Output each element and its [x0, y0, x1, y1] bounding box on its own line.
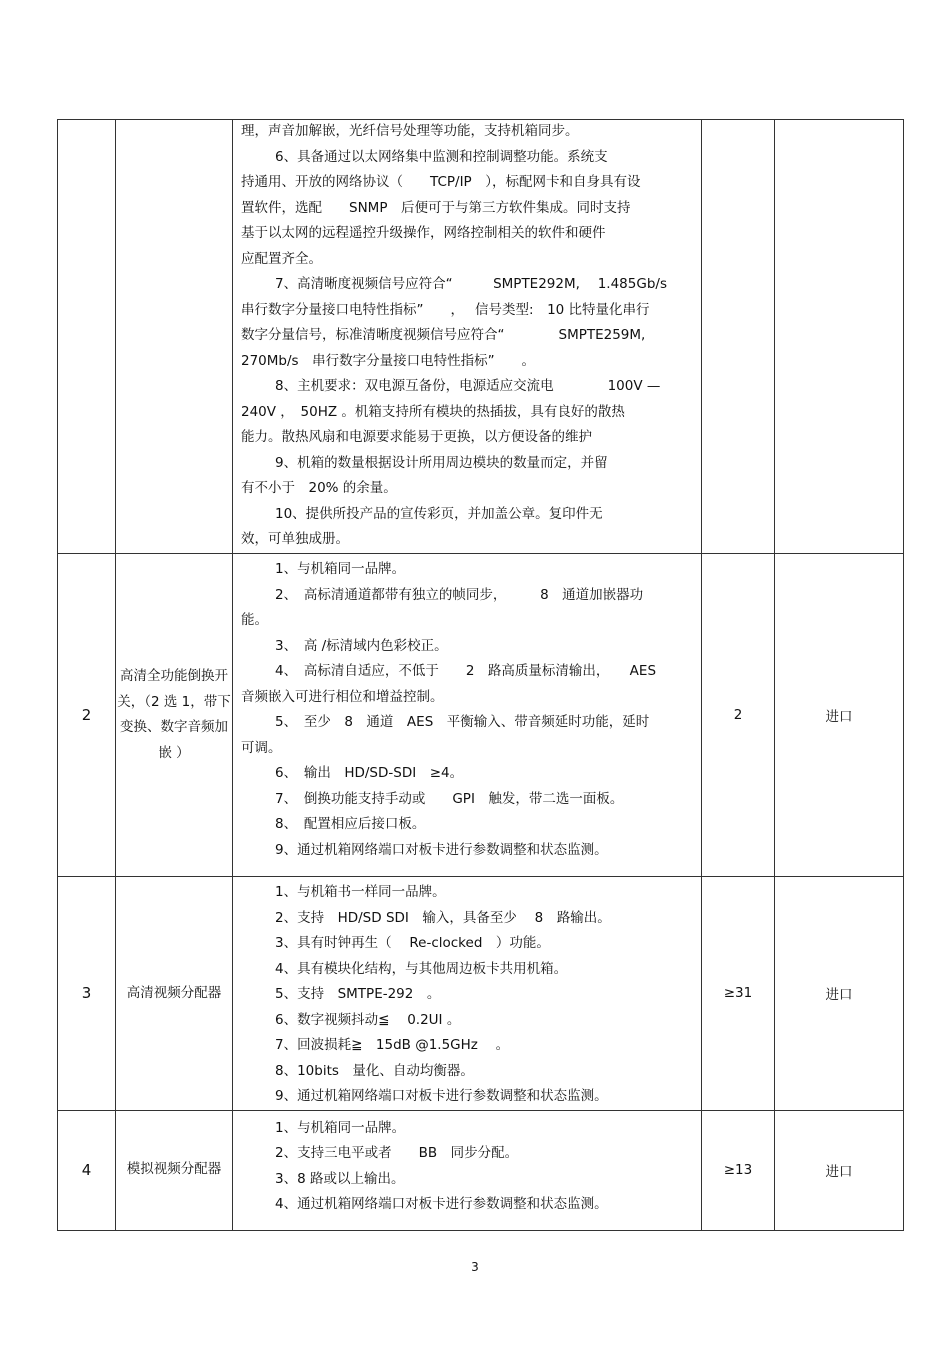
spec-table [57, 119, 904, 1231]
desc-line: 串行数字分量接口电特性指标” ， 信号类型: 10 比特量化串行 [241, 301, 650, 318]
desc-line: 持通用、开放的网络协议（ TCP/IP ），标配网卡和自身具有设 [241, 174, 641, 190]
item-name: 高清视频分配器 [116, 877, 233, 1111]
desc-line: 3、 高 /标清域内色彩校正。 [275, 637, 448, 654]
table-row [58, 1110, 904, 1230]
desc-line: 有不小于 20% 的余量。 [241, 480, 397, 496]
item-quantity: 2 [702, 554, 775, 877]
desc-line: 理，声音加解嵌，光纤信号处理等功能，支持机箱同步。 [241, 123, 579, 139]
desc-line: 应配置齐全。 [241, 250, 322, 267]
desc-line: 7、 倒换功能支持手动或 GPI 触发，带二选一面板。 [275, 790, 624, 807]
desc-line: 置软件，选配 SNMP 后便可于与第三方软件集成。同时支持 [241, 199, 631, 216]
desc-line: 6、数字视频抖动≦ 0.2UI 。 [275, 1011, 461, 1028]
desc-line: 基于以太网的远程遥控升级操作，网络控制相关的软件和硬件 [241, 225, 606, 241]
table-row [58, 877, 904, 1111]
desc-line: 2、支持 HD/SD SDI 输入，具备至少 8 路输出。 [275, 909, 611, 926]
desc-line: 6、 输出 HD/SD-SDI ≥4。 [275, 765, 464, 781]
desc-line: 3、8 路或以上输出。 [275, 1170, 405, 1187]
item-origin: 进口 [775, 554, 904, 877]
item-number: 4 [58, 1110, 116, 1230]
desc-line: 10、提供所投产品的宣传彩页，并加盖公章。复印件无 [275, 505, 603, 522]
desc-line: 可调。 [241, 739, 282, 756]
item-number: 2 [58, 554, 116, 877]
desc-line: 1、与机箱同一品牌。 [275, 561, 406, 577]
item-description [233, 1110, 702, 1230]
desc-line: 效，可单独成册。 [241, 531, 349, 547]
item-quantity [702, 120, 775, 554]
desc-line: 270Mb/s 串行数字分量接口电特性指标” 。 [241, 352, 536, 369]
item-number [58, 120, 116, 554]
desc-line: 1、与机箱同一品牌。 [275, 1119, 406, 1136]
desc-line: 8、主机要求：双电源互备份，电源适应交流电 100V — [275, 378, 661, 394]
item-quantity: ≥31 [702, 877, 775, 1111]
desc-line: 9、通过机箱网络端口对板卡进行参数调整和状态监测。 [275, 1088, 608, 1104]
desc-line: 8、 配置相应后接口板。 [275, 816, 426, 832]
desc-line: 2、 高标清通道都带有独立的帧同步， 8 通道加嵌器功 [275, 586, 644, 603]
page-number: 3 [471, 1260, 479, 1274]
item-description [233, 877, 702, 1111]
item-description [233, 120, 702, 554]
desc-line: 能。 [241, 612, 268, 628]
desc-line: 7、高清晰度视频信号应符合“ SMPTE292M, 1.485Gb/s [275, 276, 667, 292]
desc-line: 2、支持三电平或者 BB 同步分配。 [275, 1145, 519, 1161]
item-quantity: ≥13 [702, 1110, 775, 1230]
desc-line: 5、支持 SMTPE-292 。 [275, 986, 441, 1002]
desc-line: 能力。散热风扇和电源要求能易于更换，以方便设备的维护 [241, 429, 592, 445]
desc-line: 4、 高标清自适应，不低于 2 路高质量标清输出， AES [275, 663, 657, 679]
item-description [233, 554, 702, 877]
item-origin: 进口 [775, 877, 904, 1111]
item-name [116, 120, 233, 554]
desc-line: 9、通过机箱网络端口对板卡进行参数调整和状态监测。 [275, 841, 608, 858]
desc-line: 4、通过机箱网络端口对板卡进行参数调整和状态监测。 [275, 1196, 608, 1212]
desc-line: 5、 至少 8 通道 AES 平衡输入、带音频延时功能，延时 [275, 714, 650, 730]
desc-line: 音频嵌入可进行相位和增益控制。 [241, 688, 444, 705]
table-row [58, 554, 904, 877]
desc-line: 数字分量信号，标准清晰度视频信号应符合“ SMPTE259M, [241, 327, 646, 343]
item-name: 高清全功能倒换开关，（2 选 1，带下变换、数字音频加嵌 ） [116, 554, 233, 877]
item-origin: 进口 [775, 1110, 904, 1230]
table-row [58, 120, 904, 554]
desc-line: 7、回波损耗≧ 15dB @1.5GHz 。 [275, 1037, 510, 1053]
desc-line: 3、具有时钟再生（ Re-clocked ）功能。 [275, 935, 550, 951]
desc-line: 8、10bits 量化、自动均衡器。 [275, 1062, 474, 1079]
item-number: 3 [58, 877, 116, 1111]
desc-line: 4、具有模块化结构，与其他周边板卡共用机箱。 [275, 960, 568, 977]
desc-line: 1、与机箱书一样同一品牌。 [275, 884, 446, 900]
item-origin [775, 120, 904, 554]
desc-line: 240V ， 50HZ 。机箱支持所有模块的热插拔，具有良好的散热 [241, 403, 625, 420]
item-name: 模拟视频分配器 [116, 1110, 233, 1230]
desc-line: 6、具备通过以太网络集中监测和控制调整功能。系统支 [275, 148, 608, 165]
desc-line: 9、机箱的数量根据设计所用周边模块的数量而定，并留 [275, 454, 608, 471]
